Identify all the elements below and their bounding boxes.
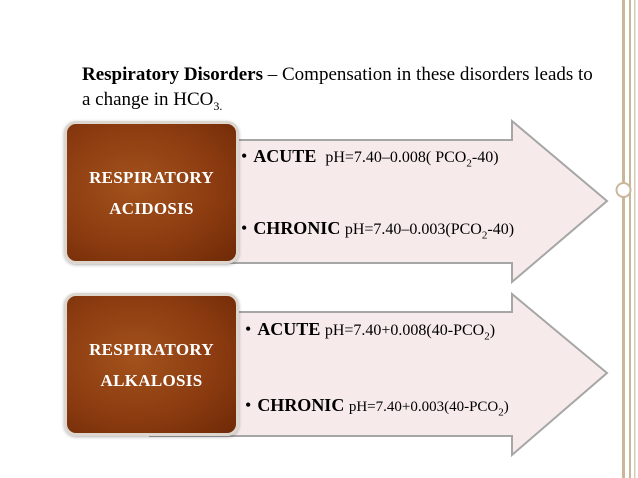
alkalosis-acute-formula: pH=7.40+0.008(40-PCO [324,322,485,339]
acidosis-acute-formula: pH=7.40–0.008( PCO [325,149,467,166]
acidosis-chronic-term: CHRONIC [253,218,341,238]
alkalosis-title-1: RESPIRATORY [89,339,214,359]
alkalosis-chronic: • CHRONIC $pH=7.40+0.003(40-PCO_2)$ [245,395,509,419]
acidosis-chronic-formula: pH=7.40–0.003(PCO [344,221,482,238]
intro-sub: 3. [213,98,223,113]
intro-bold: Respiratory Disorders [82,64,263,85]
acidosis-acute-term: ACUTE [253,146,317,166]
acidosis-acute: • ACUTE pH=7.40–0.008( $PCO_2-40$) [241,146,499,170]
alkalosis-chronic-formula: pH=7.40+0.003(40-PCO [348,399,499,415]
intro-body: – Compensation in these disorders leads to a change in HCO [82,64,593,110]
alkalosis-acute-term: ACUTE [257,319,321,339]
acidosis-chronic: • CHRONIC $pH=7.40-0.003(PCO_2-40)$ [241,218,515,242]
acidosis-box [64,121,239,264]
alkalosis-chronic-term: CHRONIC [257,395,345,415]
acidosis-title-1: RESPIRATORY [89,167,214,187]
acidosis-title-2: ACIDOSIS [109,198,194,218]
alkalosis-title-2: ALKALOSIS [100,370,203,390]
alkalosis-box [64,293,239,436]
alkalosis-acute: • ACUTE $pH=7.40+0.008(40-PCO_2)$ [245,319,496,343]
